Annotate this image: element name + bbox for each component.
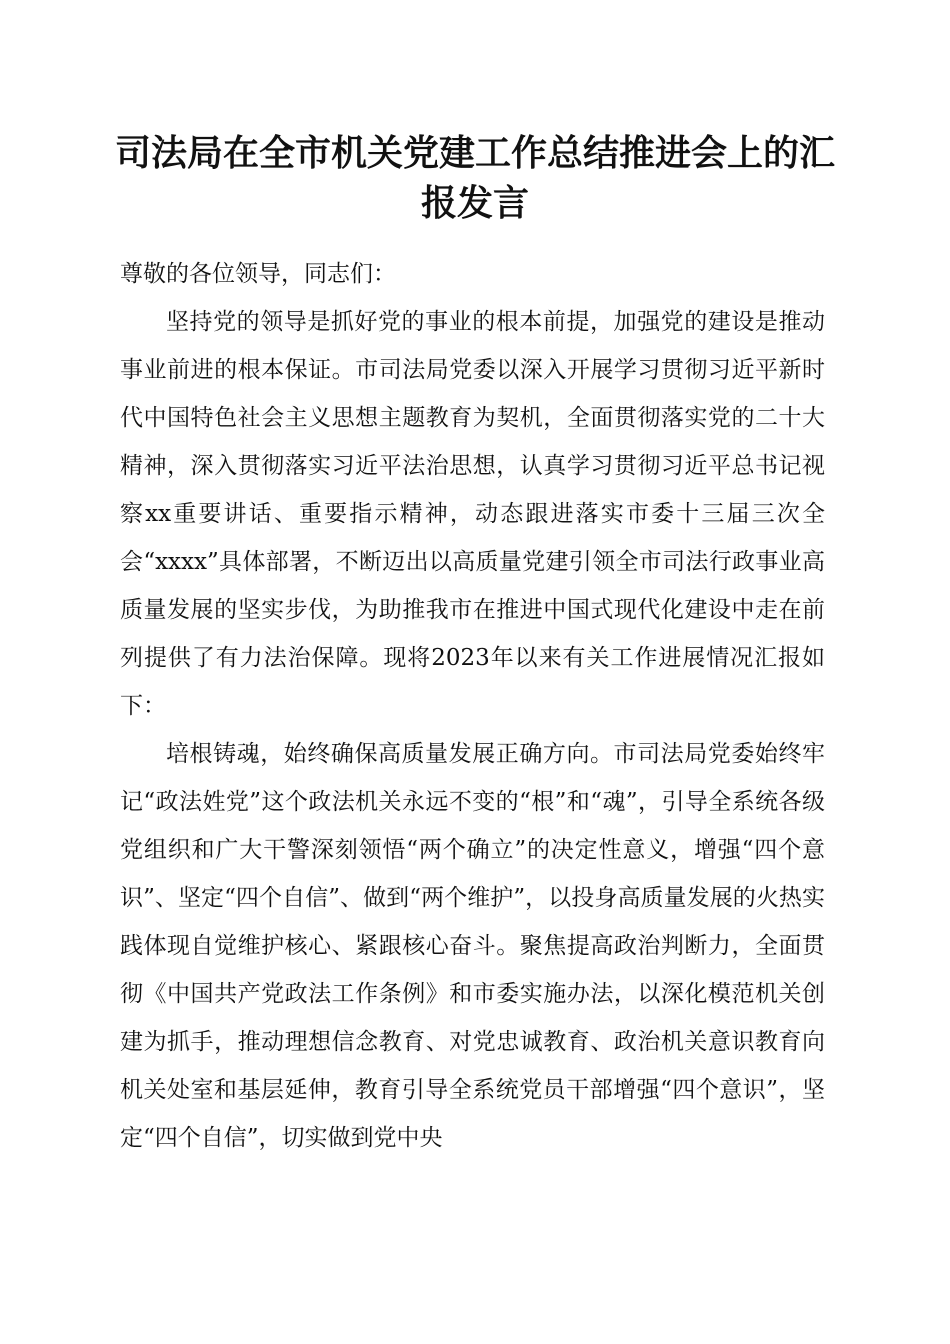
paragraph-roots-soul: 培根铸魂，始终确保高质量发展正确方向。市司法局党委始终牢记“政法姓党”这个政法机关永远不变的“根”和“魂”，引导全系统各级党组织和广大干警深刻领悟“两个确立”的决定性意义，增强“四个意识”、坚定“四个自信”、做到“两个维护”，以投身高质量发展的火热实践体现自觉维护核心、紧跟核心奋斗。聚焦提高政治判断力，全面贯彻《中国共产党政法工作条例》和市委实施办法，以深化模范机关创建为抓手，推动理想信念教育、对党忠诚教育、政治机关意识教育向机关处室和基层延伸，教育引导全系统党员干部增强“四个意识”，坚定“四个自信”，切实做到党中央 — [120, 741, 825, 1151]
paragraph-intro: 坚持党的领导是抓好党的事业的根本前提，加强党的建设是推动事业前进的根本保证。市司法局党委以深入开展学习贯彻习近平新时代中国特色社会主义思想主题教育为契机，全面贯彻落实党的二十大精神，深入贯彻落实习近平法治思想，认真学习贯彻习近平总书记视察xx重要讲话、重要指示精神，动态跟进落实市委十三届三次全会“xxxx”具体部署，不断迈出以高质量党建引领全市司法行政事业高质量发展的坚实步伐，为助推我市在推进中国式现代化建设中走在前列提供了有力法治保障。现将2023年以来有关工作进展情况汇报如下： — [120, 309, 825, 719]
document-body — [120, 250, 825, 1162]
salutation: 尊敬的各位领导，同志们： — [120, 261, 396, 287]
document-title: 司法局在全市机关党建工作总结推进会上的汇报发言 — [114, 132, 835, 224]
